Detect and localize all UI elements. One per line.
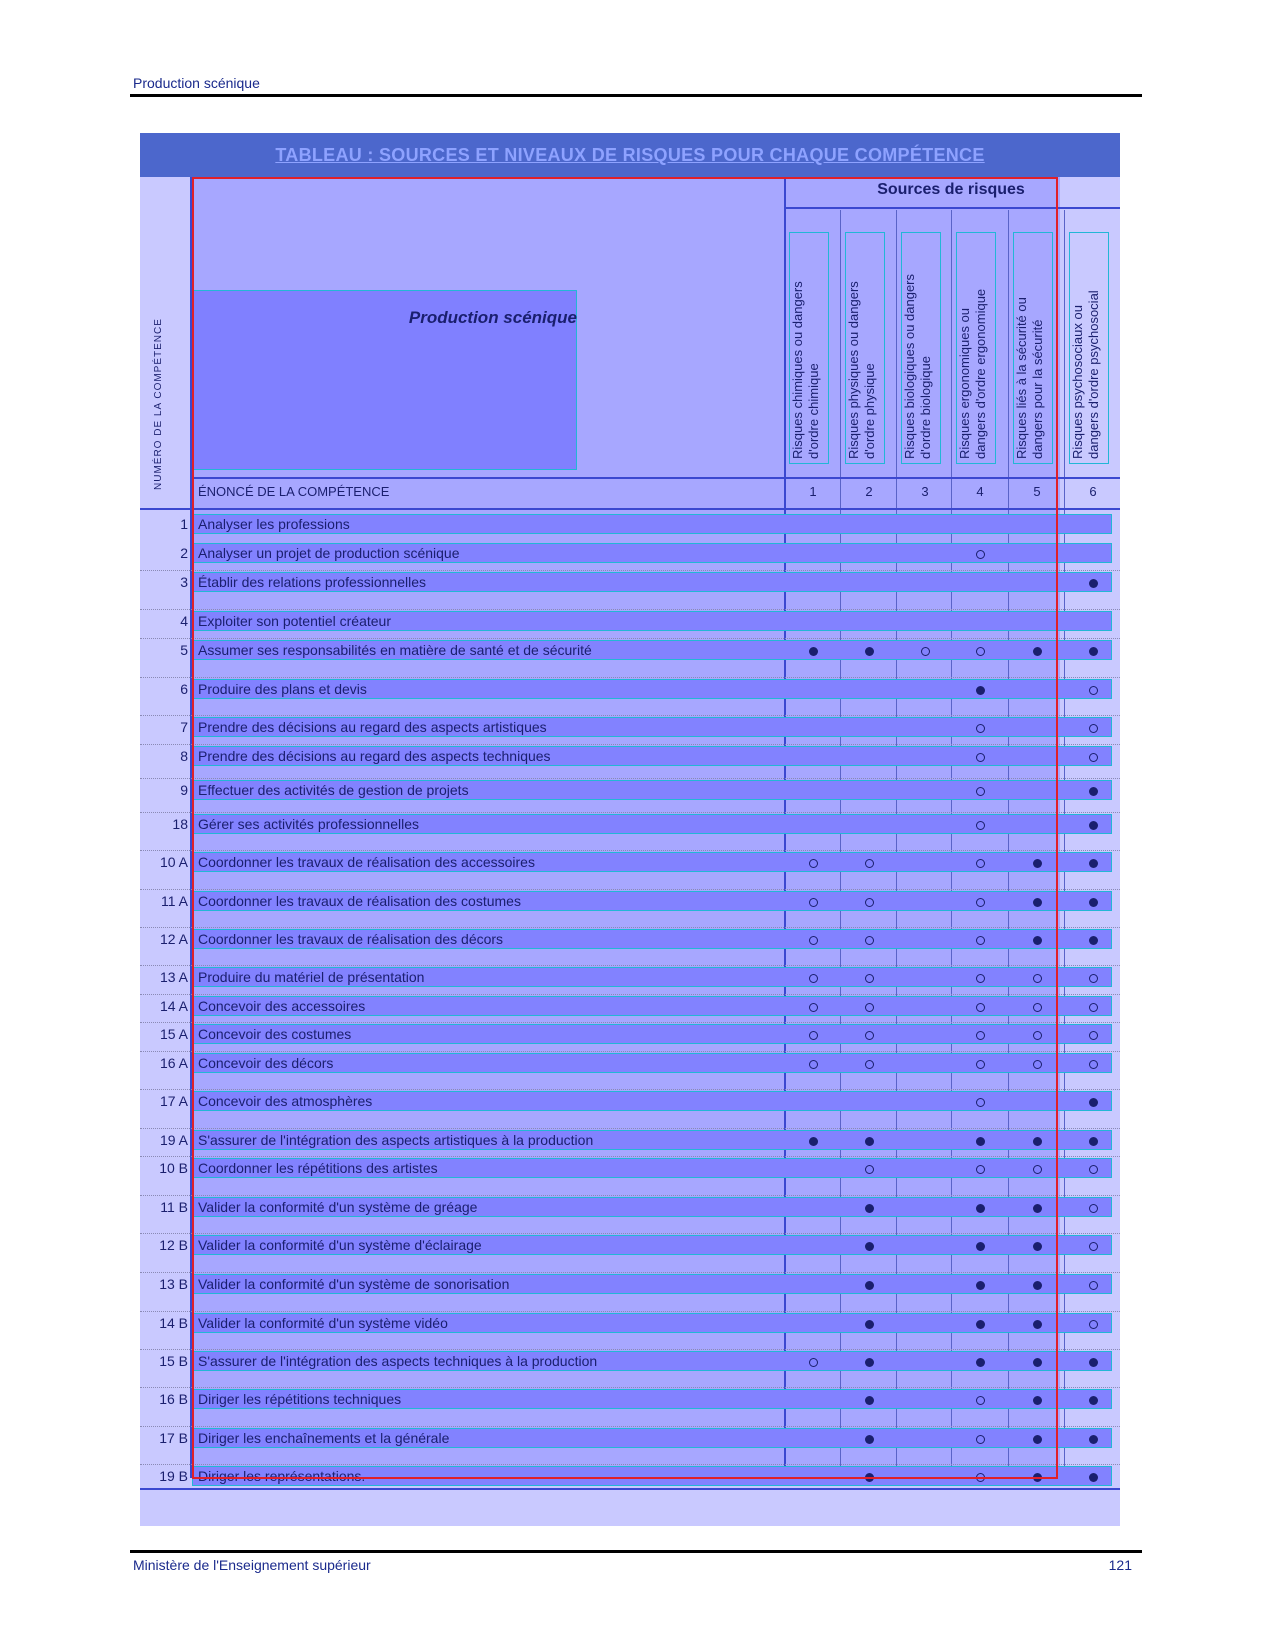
risk-column-number: 4	[976, 484, 984, 499]
risk-marker-filled	[1065, 895, 1121, 911]
competence-statement: Coordonner les travaux de réalisation des accessoires	[198, 854, 535, 870]
filled-circle-icon	[1089, 1137, 1098, 1146]
filled-circle-icon	[1089, 898, 1098, 907]
competence-statement: Valider la conformité d'un système vidéo	[198, 1315, 448, 1331]
filled-circle-icon	[1089, 1098, 1098, 1107]
competence-number: 19 A	[159, 1132, 188, 1148]
filled-circle-icon	[1089, 1435, 1098, 1444]
competence-statement: S'assurer de l'intégration des aspects artistiques à la production	[198, 1132, 594, 1148]
filled-circle-icon	[1089, 1358, 1098, 1367]
competence-number: 17 B	[159, 1430, 188, 1446]
risk-marker-filled	[1065, 933, 1121, 949]
risk-marker-open	[1065, 1317, 1121, 1333]
program-title: Production scénique	[408, 308, 577, 327]
risk-marker-filled	[1065, 784, 1121, 800]
open-circle-icon	[1089, 1242, 1098, 1251]
competence-statement: Établir des relations professionnelles	[198, 574, 427, 590]
competence-number: 11 B	[160, 1199, 188, 1215]
page-number: 121	[1108, 1557, 1132, 1573]
competence-number: 16 A	[159, 1055, 188, 1071]
page-header-title: Production scénique	[133, 75, 260, 91]
competence-statement: Diriger les enchaînements et la générale	[198, 1430, 450, 1446]
competence-statement: Gérer ses activités professionnelles	[198, 816, 419, 832]
competence-number: 1	[180, 516, 188, 532]
competence-number: 15 A	[159, 1026, 188, 1042]
risk-column-number: 6	[1089, 484, 1097, 499]
competence-number: 12 B	[159, 1237, 188, 1253]
risk-marker-filled	[1065, 576, 1121, 592]
risk-marker-filled	[1065, 644, 1121, 660]
competence-number: 14 B	[159, 1315, 188, 1331]
competence-number: 11 A	[161, 893, 188, 909]
competence-statement: Analyser les professions	[198, 516, 350, 532]
filled-circle-icon	[1089, 787, 1098, 796]
open-circle-icon	[1089, 753, 1098, 762]
risk-column-label: Risques physiques ou dangers d'ordre physique	[846, 281, 877, 459]
competence-number: 16 B	[159, 1391, 188, 1407]
numero-label: NUMÉRO DE LA COMPÉTENCE	[153, 318, 164, 490]
competence-number: 7	[180, 719, 188, 735]
competence-statement: Coordonner les travaux de réalisation des décors	[198, 931, 504, 947]
risk-marker-filled	[1065, 1134, 1121, 1150]
open-circle-icon	[1089, 724, 1098, 733]
risk-marker-open	[1065, 971, 1121, 987]
risk-marker-open	[1065, 1278, 1121, 1294]
competence-number: 2	[180, 545, 188, 561]
competence-statement: Prendre des décisions au regard des aspects techniques	[198, 748, 551, 764]
risk-marker-filled	[1065, 1355, 1121, 1371]
competence-statement: Produire du matériel de présentation	[198, 969, 425, 985]
competence-statement: Exploiter son potentiel créateur	[198, 613, 391, 629]
competence-number: 19 B	[159, 1468, 188, 1484]
risk-marker-open	[1065, 1028, 1121, 1044]
competence-number: 3	[180, 574, 188, 590]
competence-number: 18	[172, 816, 188, 832]
competence-statement: Valider la conformité d'un système d'éclairage	[198, 1237, 482, 1253]
risk-column-number: 2	[865, 484, 873, 499]
competence-statement: Produire des plans et devis	[198, 681, 367, 697]
footer-rule	[130, 1550, 1142, 1553]
open-circle-icon	[1089, 1060, 1098, 1069]
open-circle-icon	[1089, 1031, 1098, 1040]
competence-number: 5	[180, 642, 188, 658]
risk-marker-filled	[1065, 856, 1121, 872]
competence-number: 12 A	[159, 931, 188, 947]
risk-marker-open	[1065, 721, 1121, 737]
header-rule	[130, 94, 1142, 97]
sources-header: Sources de risques	[877, 181, 1025, 198]
competence-statement: Valider la conformité d'un système de gréage	[198, 1199, 478, 1215]
risk-column-label: Risques liés à la sécurité ou dangers pour la sécurité	[1014, 297, 1045, 459]
competence-statement: Valider la conformité d'un système de sonorisation	[198, 1276, 510, 1292]
competence-number: 13 A	[159, 969, 188, 985]
risk-column-number: 3	[921, 484, 929, 499]
risk-marker-open	[1065, 1162, 1121, 1178]
open-circle-icon	[1089, 1281, 1098, 1290]
competence-statement: Coordonner les répétitions des artistes	[198, 1160, 438, 1176]
competence-number: 10 B	[159, 1160, 188, 1176]
open-circle-icon	[1089, 1165, 1098, 1174]
filled-circle-icon	[1089, 1396, 1098, 1405]
competence-statement: S'assurer de l'intégration des aspects techniques à la production	[198, 1353, 598, 1369]
filled-circle-icon	[1089, 579, 1098, 588]
risk-marker-open	[1065, 683, 1121, 699]
filled-circle-icon	[1089, 936, 1098, 945]
enonce-header: ÉNONCÉ DE LA COMPÉTENCE	[198, 484, 390, 499]
risk-marker-filled	[1065, 1470, 1121, 1486]
competence-statement: Assumer ses responsabilités en matière de santé et de sécurité	[198, 642, 592, 658]
table-title: TABLEAU : SOURCES ET NIVEAUX DE RISQUES POUR CHAQUE COMPÉTENCE	[275, 145, 985, 165]
competence-number: 10 A	[159, 854, 188, 870]
competence-number: 13 B	[159, 1276, 188, 1292]
competence-statement: Concevoir des accessoires	[198, 998, 366, 1014]
risk-column-label: Risques chimiques ou dangers d'ordre chimique	[790, 281, 821, 459]
risk-column-header-6	[1069, 232, 1109, 464]
competence-statement: Effectuer des activités de gestion de projets	[198, 782, 469, 798]
risk-marker-open	[1065, 750, 1121, 766]
risk-marker-open	[1065, 1201, 1121, 1217]
competence-statement: Concevoir des atmosphères	[198, 1093, 373, 1109]
competence-number: 14 A	[159, 998, 188, 1014]
open-circle-icon	[1089, 1320, 1098, 1329]
competence-statement: Coordonner les travaux de réalisation des costumes	[198, 893, 521, 909]
competence-number: 8	[180, 748, 188, 764]
filled-circle-icon	[1089, 821, 1098, 830]
filled-circle-icon	[1089, 647, 1098, 656]
risk-column-number: 1	[809, 484, 817, 499]
risk-marker-open	[1065, 1239, 1121, 1255]
competence-statement: Diriger les répétitions techniques	[198, 1391, 402, 1407]
risk-marker-filled	[1065, 1393, 1121, 1409]
competence-number: 9	[180, 782, 188, 798]
competence-statement: Diriger les représentations.	[198, 1468, 366, 1484]
competence-statement: Concevoir des décors	[198, 1055, 334, 1071]
risk-column-number: 5	[1033, 484, 1041, 499]
footer-ministry: Ministère de l'Enseignement supérieur	[133, 1557, 371, 1573]
risk-marker-filled	[1065, 818, 1121, 834]
grid-line-table-bottom	[140, 1488, 1120, 1490]
risk-marker-open	[1065, 1057, 1121, 1073]
risk-marker-open	[1065, 1000, 1121, 1016]
competence-statement: Prendre des décisions au regard des aspects artistiques	[198, 719, 547, 735]
open-circle-icon	[1089, 1204, 1098, 1213]
risk-column-label: Risques ergonomiques ou dangers d'ordre ergonomique	[957, 288, 988, 459]
risk-marker-filled	[1065, 1432, 1121, 1448]
numero-column-header	[150, 290, 170, 490]
risk-marker-filled	[1065, 1095, 1121, 1111]
risk-column-label: Risques psychosociaux ou dangers d'ordre psychosocial	[1070, 290, 1101, 459]
selection-outline	[192, 177, 1058, 1479]
open-circle-icon	[1089, 974, 1098, 983]
filled-circle-icon	[1089, 1473, 1098, 1482]
filled-circle-icon	[1089, 859, 1098, 868]
competence-statement: Concevoir des costumes	[198, 1026, 352, 1042]
open-circle-icon	[1089, 686, 1098, 695]
competence-statement: Analyser un projet de production scénique	[198, 545, 460, 561]
competence-number: 17 A	[159, 1093, 188, 1109]
risk-column-label: Risques biologiques ou dangers d'ordre biologique	[902, 273, 933, 459]
competence-number: 6	[180, 681, 188, 697]
competence-number: 15 B	[159, 1353, 188, 1369]
open-circle-icon	[1089, 1003, 1098, 1012]
competence-number: 4	[180, 613, 188, 629]
